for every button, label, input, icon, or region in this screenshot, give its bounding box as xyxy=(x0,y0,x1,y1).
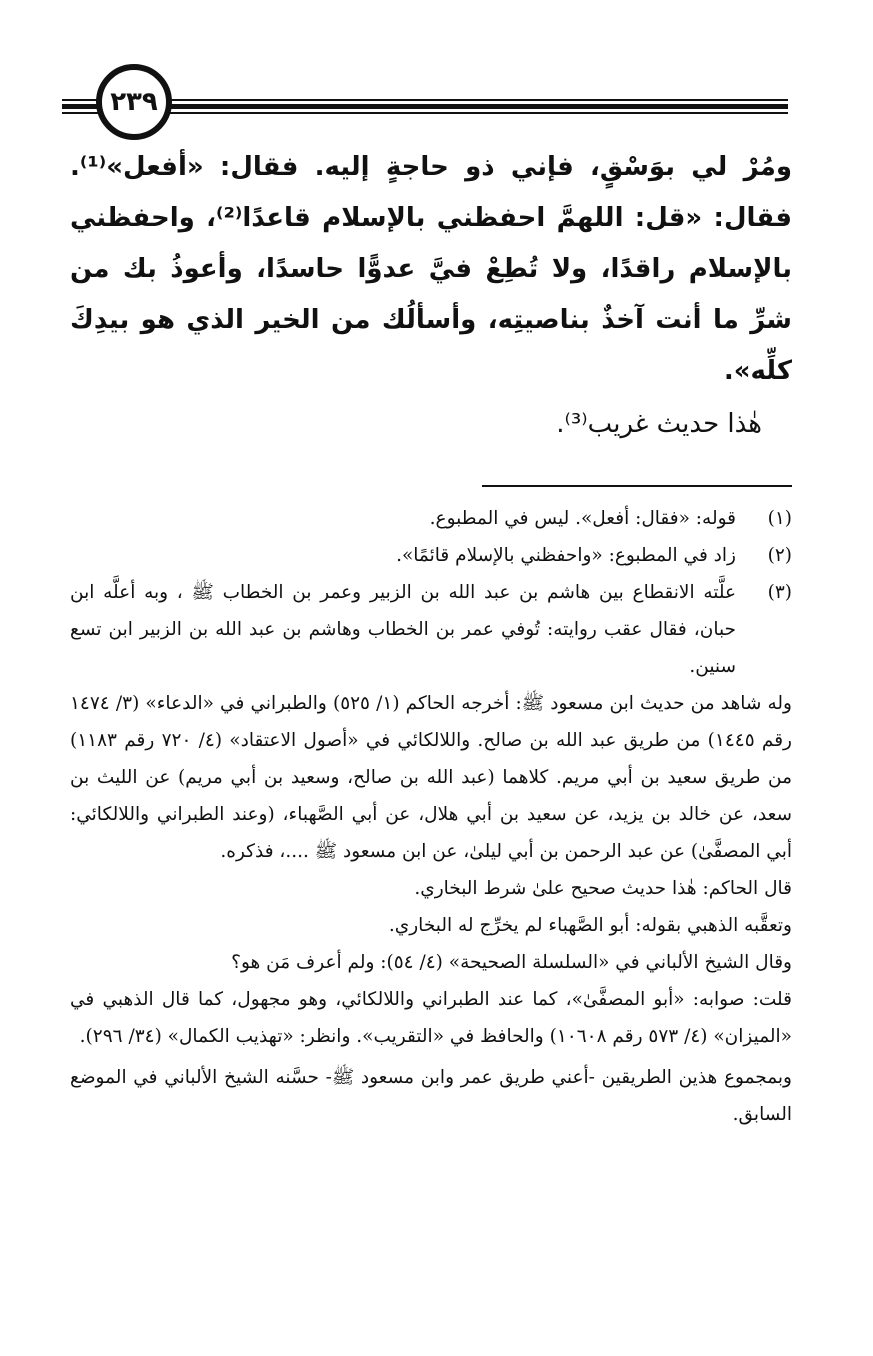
footnote-text: قوله: «فقال: أفعل». ليس في المطبوع. xyxy=(429,508,736,529)
page-number: ٢٣٩ xyxy=(96,64,172,140)
footnote-paragraph-correction: قلت: صوابه: «أبو المصفَّىٰ»، كما عند الطبراني واللالكائي، وهو مجهول، كما قال الذهبي في «الميزان» (٤/ ٥٧٣ رقم ١٠٦٠٨) والحافظ في «التقريب». وانظر: «تهذيب الكمال» (٣٤/ ٢٩٦). xyxy=(70,989,792,1047)
footnote-3 xyxy=(70,574,792,685)
header-rule-thin-bottom xyxy=(62,112,788,114)
hadith-grade: هٰذا حديث غريب⁽³⁾. xyxy=(556,409,762,439)
footnote-paragraph-hakim: قال الحاكم: هٰذا حديث صحيح علىٰ شرط البخاري. xyxy=(414,878,792,899)
footnotes xyxy=(70,500,792,1133)
footnote-2 xyxy=(70,537,792,574)
footnote-paragraph-conclusion: وبمجموع هذين الطريقين -أعني طريق عمر وابن مسعود ﷺ- حسَّنه الشيخ الألباني في الموضع السابق. xyxy=(70,1067,792,1125)
footnote-paragraph-albani: وقال الشيخ الألباني في «السلسلة الصحيحة» (٤/ ٥٤): ولم أعرف مَن هو؟ xyxy=(231,952,792,973)
footnote-number: (١) xyxy=(767,508,792,529)
footnote-number: (٢) xyxy=(767,545,792,566)
footnote-1 xyxy=(70,500,792,537)
page-header xyxy=(0,0,873,140)
footnote-paragraph-dhahabi: وتعقَّبه الذهبي بقوله: أبو الصَّهباء لم يخرِّج له البخاري. xyxy=(388,915,792,936)
footnote-paragraph-shahid: وله شاهد من حديث ابن مسعود ﷺ: أخرجه الحاكم (١/ ٥٢٥) والطبراني في «الدعاء» (٣/ ١٤٧٤ رقم ١٤٤٥) من طريق عبد الله بن صالح. واللالكائي في «أصول الاعتقاد» (٤/ ٧٢٠ رقم ١١٨٣) من طريق سعيد بن أبي مريم. كلاهما (عبد الله بن صالح، وسعيد بن أبي مريم) عن الليث بن سعد، عن خالد بن يزيد، عن سعيد بن أبي هلال، عن أبي الصَّهباء، (وعند الطبراني واللالكائي: أبي المصفَّىٰ) عن عبد الرحمن بن أبي ليلىٰ، عن ابن مسعود ﷺ ....، فذكره. xyxy=(70,693,792,862)
main-content xyxy=(70,142,792,450)
hadith-text: ومُرْ لي بوَسْقٍ، فإني ذو حاجةٍ إليه. فقال: «أفعل»⁽¹⁾. فقال: «قل: اللهمَّ احفظني بالإسلام قاعدًا⁽²⁾، واحفظني بالإسلام راقدًا، ولا تُطِعْ فيَّ عدوًّا حاسدًا، وأعوذُ بك من شرِّ ما أنت آخذٌ بناصيتِه، وأسألُك من الخير الذي هو بيدِكَ كلِّه». xyxy=(70,152,792,386)
footnote-text: علَّته الانقطاع بين هاشم بن عبد الله بن الزبير وعمر بن الخطاب ﷺ ، وبه أعلَّه ابن حبان، فقال عقب روايته: تُوفي عمر بن الخطاب وهاشم بن عبد الله بن الزبير ابن تسع سنين. xyxy=(70,582,736,677)
footnote-text: زاد في المطبوع: «واحفظني بالإسلام قائمًا». xyxy=(396,545,736,566)
footnote-separator xyxy=(482,485,792,487)
footnote-number: (٣) xyxy=(767,582,792,603)
